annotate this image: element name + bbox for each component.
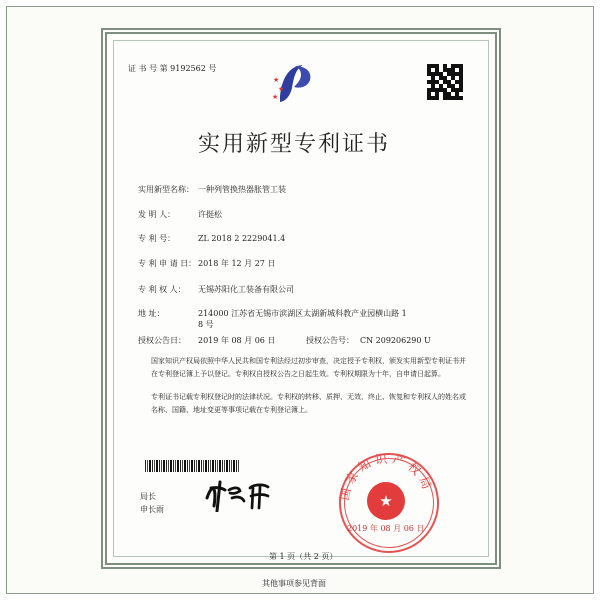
grant-number-value: CN 209206290 U [360,336,431,345]
handwritten-signature-icon [202,478,272,512]
signature-title: 局长 [140,492,156,501]
certificate-paragraph-2: 专利证书记载专利权登记时的法律状况。专利权的转移、质押、无效、终止、恢复和专利权人的姓名或名称、国籍、地址变更等事项记载在专利登记簿上。 [151,393,466,414]
barcode-icon [145,460,240,472]
certificate-title: 实用新型专利证书 [198,132,391,157]
field-name-label: 实用新型名称： [138,185,194,194]
seal-date: 2019 年 08 月 06 日 [347,524,425,533]
grant-date-value: 2019 年 08 月 06 日 [198,336,276,345]
field-patent-number-value: ZL 2018 2 2229041.4 [198,234,286,243]
grant-number-label: 授权公告号： [306,336,354,345]
field-patentee-label: 专 利 权 人： [138,285,186,294]
svg-text:★: ★ [272,93,279,101]
page-number: 第 1 页（共 2 页） [269,552,338,561]
field-application-date-label: 专 利 申 请 日： [138,259,197,268]
field-patentee-value: 无锡苏阳化工装备有限公司 [198,285,294,294]
field-address-value-continued: 8 号 [198,320,214,329]
certificate-number: 证 书 号 第 9192562 号 [128,64,217,73]
svg-text:国家知识产权局: 国家知识产权局 [337,451,436,502]
grant-date-label: 授权公告日： [138,336,186,345]
svg-text:★: ★ [278,85,285,93]
signature-name: 申长雨 [140,505,164,514]
qr-code-icon [427,64,463,100]
field-inventor-value: 许挺松 [198,210,222,219]
field-patent-number-label: 专 利 号： [138,234,176,243]
certificate-frame [101,28,501,569]
footer-note: 其他事项参见背面 [262,579,326,588]
field-inventor-label: 发 明 人： [138,210,176,219]
svg-text:★: ★ [273,76,280,84]
field-address-value: 214000 江苏省无锡市滨湖区太湖新城科教产业园横山路 1 [198,309,407,318]
field-application-date-value: 2018 年 12 月 27 日 [198,259,276,268]
field-name-value: 一种列管换热器胀管工装 [198,185,286,194]
field-address-label: 地 址： [138,309,165,318]
patent-office-logo-icon [272,58,314,106]
national-emblem-icon: ★ [367,482,405,520]
certificate-paragraph-1: 国家知识产权局依照中华人民共和国专利法经过初步审查，决定授予专利权，颁发实用新型专利证书并在专利登记簿上予以登记。专利权自授权公告之日起生效。专利权期限为十年，自申请日起算。 [151,357,466,378]
